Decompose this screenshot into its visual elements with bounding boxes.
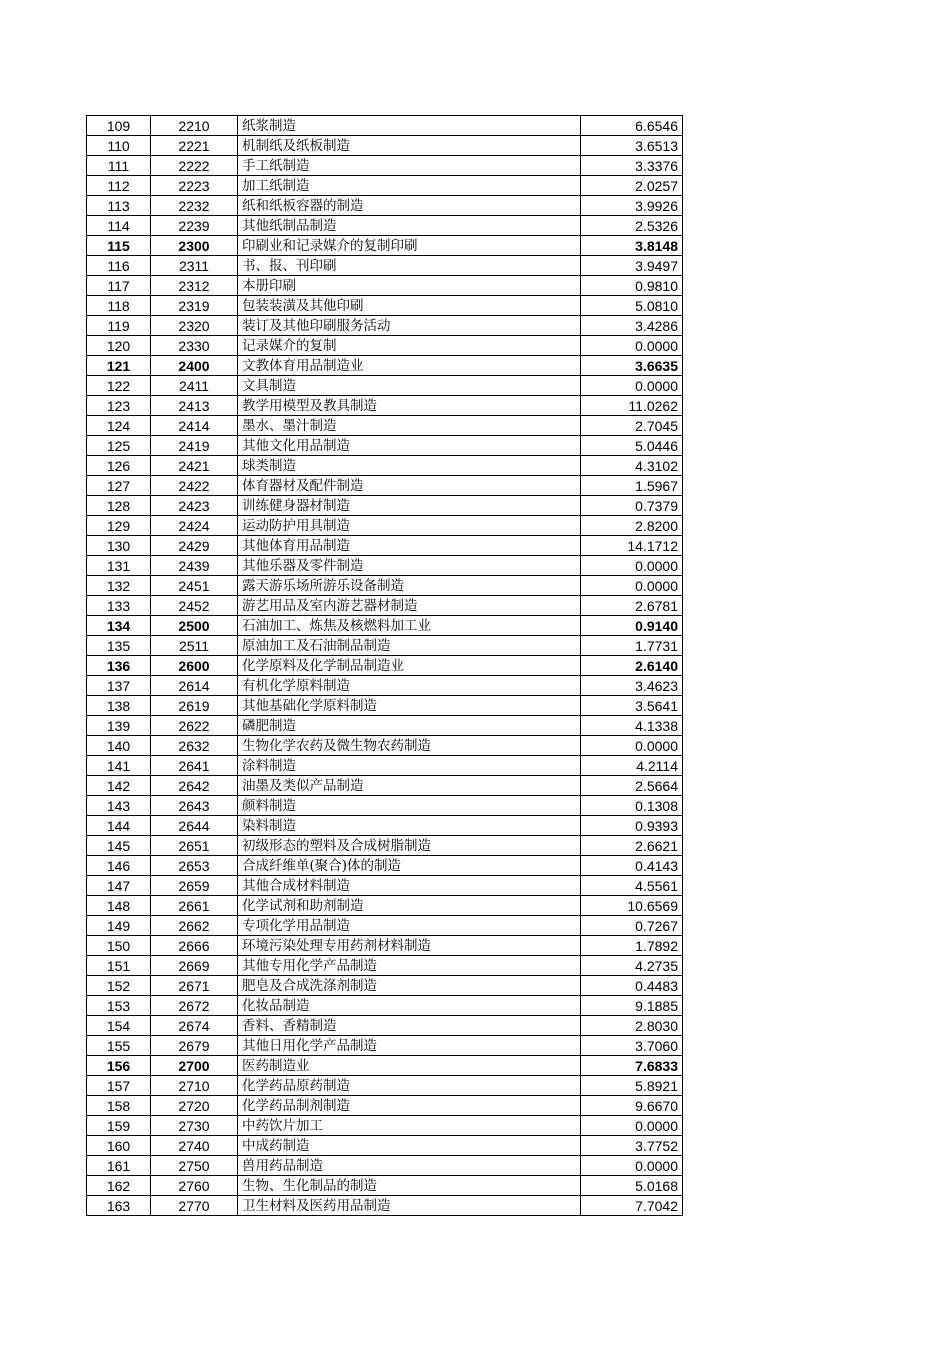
table-row: [87, 736, 683, 756]
industry-code-cell: 2641: [151, 756, 238, 776]
industry-name-cell: 其他乐器及零件制造: [238, 556, 581, 576]
value-cell: 9.1885: [581, 996, 683, 1016]
industry-code-cell: 2730: [151, 1116, 238, 1136]
table-row: [87, 296, 683, 316]
industry-code-cell: 2651: [151, 836, 238, 856]
table-row: [87, 716, 683, 736]
row-index-cell: 123: [87, 396, 151, 416]
value-cell: 6.6546: [581, 116, 683, 136]
industry-name-cell: 机制纸及纸板制造: [238, 136, 581, 156]
row-index-cell: 146: [87, 856, 151, 876]
industry-name-cell: 化学试剂和助剂制造: [238, 896, 581, 916]
industry-code-cell: 2614: [151, 676, 238, 696]
industry-code-cell: 2669: [151, 956, 238, 976]
table-row: [87, 116, 683, 136]
value-cell: 0.0000: [581, 556, 683, 576]
industry-name-cell: 油墨及类似产品制造: [238, 776, 581, 796]
value-cell: 2.5326: [581, 216, 683, 236]
industry-name-cell: 化学药品制剂制造: [238, 1096, 581, 1116]
row-index-cell: 142: [87, 776, 151, 796]
industry-code-cell: 2452: [151, 596, 238, 616]
value-cell: 1.5967: [581, 476, 683, 496]
row-index-cell: 130: [87, 536, 151, 556]
industry-name-cell: 书、报、刊印刷: [238, 256, 581, 276]
row-index-cell: 139: [87, 716, 151, 736]
industry-code-cell: 2411: [151, 376, 238, 396]
industry-name-cell: 中药饮片加工: [238, 1116, 581, 1136]
industry-code-cell: 2232: [151, 196, 238, 216]
industry-name-cell: 游艺用品及室内游艺器材制造: [238, 596, 581, 616]
table-body: [87, 116, 683, 1216]
industry-name-cell: 染料制造: [238, 816, 581, 836]
industry-code-cell: 2413: [151, 396, 238, 416]
table-row: [87, 896, 683, 916]
value-cell: 2.7045: [581, 416, 683, 436]
industry-name-cell: 其他基础化学原料制造: [238, 696, 581, 716]
industry-name-cell: 纸和纸板容器的制造: [238, 196, 581, 216]
industry-code-cell: 2511: [151, 636, 238, 656]
table-row: [87, 196, 683, 216]
table-row: [87, 476, 683, 496]
table-row: [87, 216, 683, 236]
industry-name-cell: 墨水、墨汁制造: [238, 416, 581, 436]
table-row: [87, 876, 683, 896]
industry-name-cell: 文具制造: [238, 376, 581, 396]
industry-code-cell: 2720: [151, 1096, 238, 1116]
value-cell: 4.2114: [581, 756, 683, 776]
industry-code-cell: 2619: [151, 696, 238, 716]
table-row: [87, 996, 683, 1016]
industry-code-cell: 2710: [151, 1076, 238, 1096]
table-row: [87, 596, 683, 616]
industry-name-cell: 专项化学用品制造: [238, 916, 581, 936]
row-index-cell: 158: [87, 1096, 151, 1116]
value-cell: 9.6670: [581, 1096, 683, 1116]
table-row: [87, 536, 683, 556]
value-cell: 2.5664: [581, 776, 683, 796]
industry-code-cell: 2421: [151, 456, 238, 476]
industry-code-cell: 2239: [151, 216, 238, 236]
industry-code-cell: 2700: [151, 1056, 238, 1076]
industry-name-cell: 肥皂及合成洗涤剂制造: [238, 976, 581, 996]
industry-code-cell: 2750: [151, 1156, 238, 1176]
row-index-cell: 148: [87, 896, 151, 916]
value-cell: 5.0810: [581, 296, 683, 316]
table-row: [87, 1016, 683, 1036]
value-cell: 3.9497: [581, 256, 683, 276]
value-cell: 3.7752: [581, 1136, 683, 1156]
industry-name-cell: 香料、香精制造: [238, 1016, 581, 1036]
industry-name-cell: 化妆品制造: [238, 996, 581, 1016]
industry-code-cell: 2642: [151, 776, 238, 796]
row-index-cell: 110: [87, 136, 151, 156]
industry-name-cell: 化学原料及化学制品制造业: [238, 656, 581, 676]
industry-name-cell: 印刷业和记录媒介的复制印刷: [238, 236, 581, 256]
industry-code-cell: 2643: [151, 796, 238, 816]
industry-name-cell: 装订及其他印刷服务活动: [238, 316, 581, 336]
row-index-cell: 156: [87, 1056, 151, 1076]
row-index-cell: 125: [87, 436, 151, 456]
table-row: [87, 1076, 683, 1096]
row-index-cell: 152: [87, 976, 151, 996]
table-row: [87, 1116, 683, 1136]
value-cell: 3.7060: [581, 1036, 683, 1056]
row-index-cell: 153: [87, 996, 151, 1016]
row-index-cell: 114: [87, 216, 151, 236]
row-index-cell: 127: [87, 476, 151, 496]
industry-name-cell: 合成纤维单(聚合)体的制造: [238, 856, 581, 876]
row-index-cell: 136: [87, 656, 151, 676]
table-row: [87, 796, 683, 816]
industry-name-cell: 文教体育用品制造业: [238, 356, 581, 376]
row-index-cell: 155: [87, 1036, 151, 1056]
industry-code-cell: 2674: [151, 1016, 238, 1036]
value-cell: 3.4286: [581, 316, 683, 336]
industry-code-cell: 2429: [151, 536, 238, 556]
table-row: [87, 756, 683, 776]
row-index-cell: 132: [87, 576, 151, 596]
industry-name-cell: 其他合成材料制造: [238, 876, 581, 896]
table-row: [87, 256, 683, 276]
industry-code-cell: 2679: [151, 1036, 238, 1056]
table-row: [87, 616, 683, 636]
row-index-cell: 161: [87, 1156, 151, 1176]
table-row: [87, 436, 683, 456]
table-row: [87, 336, 683, 356]
value-cell: 14.1712: [581, 536, 683, 556]
value-cell: 4.1338: [581, 716, 683, 736]
row-index-cell: 160: [87, 1136, 151, 1156]
value-cell: 0.4483: [581, 976, 683, 996]
industry-code-cell: 2653: [151, 856, 238, 876]
row-index-cell: 147: [87, 876, 151, 896]
industry-name-cell: 有机化学原料制造: [238, 676, 581, 696]
table-row: [87, 236, 683, 256]
value-cell: 2.8200: [581, 516, 683, 536]
value-cell: 11.0262: [581, 396, 683, 416]
industry-code-cell: 2770: [151, 1196, 238, 1216]
table-row: [87, 516, 683, 536]
row-index-cell: 159: [87, 1116, 151, 1136]
industry-name-cell: 磷肥制造: [238, 716, 581, 736]
table-row: [87, 276, 683, 296]
table-row: [87, 496, 683, 516]
row-index-cell: 144: [87, 816, 151, 836]
value-cell: 5.0168: [581, 1176, 683, 1196]
industry-name-cell: 医药制造业: [238, 1056, 581, 1076]
industry-code-cell: 2223: [151, 176, 238, 196]
industry-name-cell: 其他纸制品制造: [238, 216, 581, 236]
industry-name-cell: 运动防护用具制造: [238, 516, 581, 536]
industry-name-cell: 纸浆制造: [238, 116, 581, 136]
table-row: [87, 456, 683, 476]
table-row: [87, 676, 683, 696]
table-row: [87, 1156, 683, 1176]
industry-name-cell: 石油加工、炼焦及核燃料加工业: [238, 616, 581, 636]
industry-name-cell: 生物、生化制品的制造: [238, 1176, 581, 1196]
table-row: [87, 576, 683, 596]
industry-code-cell: 2500: [151, 616, 238, 636]
industry-code-cell: 2330: [151, 336, 238, 356]
industry-code-cell: 2661: [151, 896, 238, 916]
row-index-cell: 117: [87, 276, 151, 296]
row-index-cell: 120: [87, 336, 151, 356]
row-index-cell: 131: [87, 556, 151, 576]
value-cell: 0.0000: [581, 736, 683, 756]
table-row: [87, 816, 683, 836]
table-row: [87, 1136, 683, 1156]
row-index-cell: 115: [87, 236, 151, 256]
industry-name-cell: 初级形态的塑料及合成树脂制造: [238, 836, 581, 856]
table-row: [87, 356, 683, 376]
value-cell: 5.8921: [581, 1076, 683, 1096]
industry-code-cell: 2659: [151, 876, 238, 896]
industry-name-cell: 本册印刷: [238, 276, 581, 296]
row-index-cell: 137: [87, 676, 151, 696]
industry-name-cell: 兽用药品制造: [238, 1156, 581, 1176]
row-index-cell: 154: [87, 1016, 151, 1036]
table-row: [87, 636, 683, 656]
industry-code-cell: 2320: [151, 316, 238, 336]
row-index-cell: 140: [87, 736, 151, 756]
value-cell: 2.0257: [581, 176, 683, 196]
industry-name-cell: 加工纸制造: [238, 176, 581, 196]
industry-code-cell: 2671: [151, 976, 238, 996]
industry-code-cell: 2760: [151, 1176, 238, 1196]
industry-name-cell: 教学用模型及教具制造: [238, 396, 581, 416]
row-index-cell: 162: [87, 1176, 151, 1196]
row-index-cell: 129: [87, 516, 151, 536]
value-cell: 0.4143: [581, 856, 683, 876]
value-cell: 2.8030: [581, 1016, 683, 1036]
value-cell: 3.3376: [581, 156, 683, 176]
industry-code-cell: 2319: [151, 296, 238, 316]
table-row: [87, 376, 683, 396]
table-row: [87, 1096, 683, 1116]
value-cell: 0.7379: [581, 496, 683, 516]
industry-name-cell: 涂料制造: [238, 756, 581, 776]
industry-code-cell: 2400: [151, 356, 238, 376]
value-cell: 0.9140: [581, 616, 683, 636]
industry-code-cell: 2662: [151, 916, 238, 936]
table-row: [87, 856, 683, 876]
industry-code-cell: 2424: [151, 516, 238, 536]
table-row: [87, 1056, 683, 1076]
row-index-cell: 157: [87, 1076, 151, 1096]
value-cell: 2.6140: [581, 656, 683, 676]
row-index-cell: 138: [87, 696, 151, 716]
row-index-cell: 145: [87, 836, 151, 856]
industry-name-cell: 包装装潢及其他印刷: [238, 296, 581, 316]
table-row: [87, 1036, 683, 1056]
table-row: [87, 776, 683, 796]
industry-code-cell: 2451: [151, 576, 238, 596]
value-cell: 0.0000: [581, 1156, 683, 1176]
value-cell: 0.0000: [581, 336, 683, 356]
value-cell: 2.6781: [581, 596, 683, 616]
table-row: [87, 316, 683, 336]
row-index-cell: 149: [87, 916, 151, 936]
table-row: [87, 156, 683, 176]
row-index-cell: 126: [87, 456, 151, 476]
industry-name-cell: 颜料制造: [238, 796, 581, 816]
value-cell: 3.5641: [581, 696, 683, 716]
row-index-cell: 135: [87, 636, 151, 656]
value-cell: 3.4623: [581, 676, 683, 696]
row-index-cell: 122: [87, 376, 151, 396]
industry-code-cell: 2414: [151, 416, 238, 436]
value-cell: 7.6833: [581, 1056, 683, 1076]
row-index-cell: 134: [87, 616, 151, 636]
row-index-cell: 133: [87, 596, 151, 616]
table-row: [87, 696, 683, 716]
row-index-cell: 151: [87, 956, 151, 976]
row-index-cell: 116: [87, 256, 151, 276]
row-index-cell: 109: [87, 116, 151, 136]
table-row: [87, 136, 683, 156]
value-cell: 3.8148: [581, 236, 683, 256]
industry-name-cell: 原油加工及石油制品制造: [238, 636, 581, 656]
row-index-cell: 150: [87, 936, 151, 956]
value-cell: 1.7731: [581, 636, 683, 656]
industry-code-cell: 2439: [151, 556, 238, 576]
value-cell: 3.6635: [581, 356, 683, 376]
table-row: [87, 1196, 683, 1216]
value-cell: 5.0446: [581, 436, 683, 456]
value-cell: 0.9393: [581, 816, 683, 836]
industry-code-cell: 2672: [151, 996, 238, 1016]
industry-code-cell: 2422: [151, 476, 238, 496]
industry-code-cell: 2644: [151, 816, 238, 836]
table-row: [87, 956, 683, 976]
value-cell: 0.7267: [581, 916, 683, 936]
industry-code-cell: 2419: [151, 436, 238, 456]
industry-name-cell: 生物化学农药及微生物农药制造: [238, 736, 581, 756]
row-index-cell: 118: [87, 296, 151, 316]
table-row: [87, 836, 683, 856]
value-cell: 4.2735: [581, 956, 683, 976]
industry-code-cell: 2312: [151, 276, 238, 296]
table-row: [87, 656, 683, 676]
industry-name-cell: 化学药品原药制造: [238, 1076, 581, 1096]
table-row: [87, 416, 683, 436]
row-index-cell: 112: [87, 176, 151, 196]
table-row: [87, 556, 683, 576]
value-cell: 0.9810: [581, 276, 683, 296]
industry-code-cell: 2423: [151, 496, 238, 516]
table-row: [87, 1176, 683, 1196]
value-cell: 10.6569: [581, 896, 683, 916]
row-index-cell: 119: [87, 316, 151, 336]
row-index-cell: 113: [87, 196, 151, 216]
industry-name-cell: 露天游乐场所游乐设备制造: [238, 576, 581, 596]
industry-name-cell: 其他文化用品制造: [238, 436, 581, 456]
value-cell: 0.0000: [581, 376, 683, 396]
value-cell: 1.7892: [581, 936, 683, 956]
industry-code-cell: 2740: [151, 1136, 238, 1156]
table-row: [87, 976, 683, 996]
table-row: [87, 936, 683, 956]
value-cell: 2.6621: [581, 836, 683, 856]
industry-code-cell: 2622: [151, 716, 238, 736]
row-index-cell: 111: [87, 156, 151, 176]
industry-code-cell: 2210: [151, 116, 238, 136]
value-cell: 0.0000: [581, 1116, 683, 1136]
industry-name-cell: 其他专用化学产品制造: [238, 956, 581, 976]
industry-name-cell: 其他体育用品制造: [238, 536, 581, 556]
industry-name-cell: 环境污染处理专用药剂材料制造: [238, 936, 581, 956]
industry-code-cell: 2221: [151, 136, 238, 156]
value-cell: 3.9926: [581, 196, 683, 216]
table-row: [87, 396, 683, 416]
industry-table: [86, 115, 683, 1216]
industry-code-cell: 2311: [151, 256, 238, 276]
value-cell: 7.7042: [581, 1196, 683, 1216]
row-index-cell: 124: [87, 416, 151, 436]
table-row: [87, 916, 683, 936]
industry-name-cell: 手工纸制造: [238, 156, 581, 176]
industry-name-cell: 体育器材及配件制造: [238, 476, 581, 496]
value-cell: 3.6513: [581, 136, 683, 156]
table-row: [87, 176, 683, 196]
row-index-cell: 121: [87, 356, 151, 376]
industry-code-cell: 2666: [151, 936, 238, 956]
row-index-cell: 141: [87, 756, 151, 776]
value-cell: 0.1308: [581, 796, 683, 816]
industry-code-cell: 2300: [151, 236, 238, 256]
industry-name-cell: 球类制造: [238, 456, 581, 476]
row-index-cell: 143: [87, 796, 151, 816]
industry-name-cell: 记录媒介的复制: [238, 336, 581, 356]
row-index-cell: 163: [87, 1196, 151, 1216]
industry-name-cell: 卫生材料及医药用品制造: [238, 1196, 581, 1216]
industry-code-cell: 2632: [151, 736, 238, 756]
industry-name-cell: 训练健身器材制造: [238, 496, 581, 516]
industry-code-cell: 2600: [151, 656, 238, 676]
industry-name-cell: 其他日用化学产品制造: [238, 1036, 581, 1056]
industry-name-cell: 中成药制造: [238, 1136, 581, 1156]
industry-code-cell: 2222: [151, 156, 238, 176]
value-cell: 4.3102: [581, 456, 683, 476]
value-cell: 0.0000: [581, 576, 683, 596]
row-index-cell: 128: [87, 496, 151, 516]
value-cell: 4.5561: [581, 876, 683, 896]
